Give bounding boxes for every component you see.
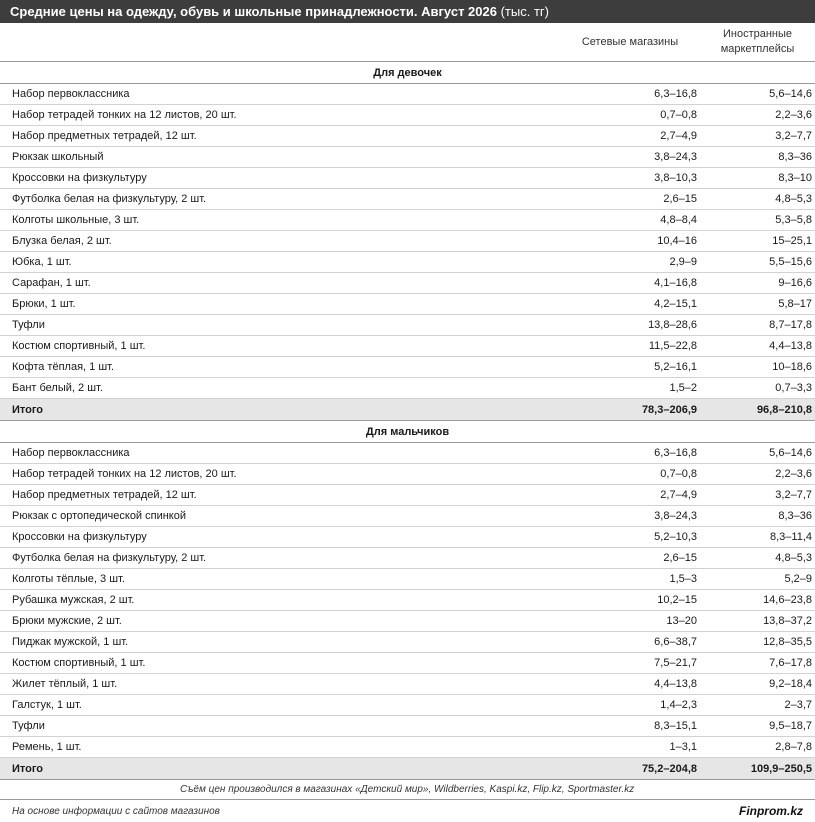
total-row: [0, 758, 815, 780]
row-marketplace-price: 8,3–11,4: [700, 527, 815, 548]
table-row: [0, 611, 815, 632]
total-marketplace-price: 96,8–210,8: [700, 399, 815, 421]
table-row: [0, 443, 815, 464]
row-item-name: Юбка, 1 шт.: [0, 252, 560, 273]
row-chain-price: 0,7–0,8: [560, 105, 700, 126]
row-marketplace-price: 9–16,6: [700, 273, 815, 294]
table-row: [0, 737, 815, 758]
row-chain-price: 1–3,1: [560, 737, 700, 758]
row-item-name: Костюм спортивный, 1 шт.: [0, 336, 560, 357]
row-item-name: Ремень, 1 шт.: [0, 737, 560, 758]
total-label: Итого: [0, 758, 560, 780]
table-row: [0, 464, 815, 485]
row-item-name: Набор предметных тетрадей, 12 шт.: [0, 126, 560, 147]
row-marketplace-price: 8,7–17,8: [700, 315, 815, 336]
row-marketplace-price: 10–18,6: [700, 357, 815, 378]
data-collection-note: Съём цен производился в магазинах «Детский мир», Wildberries, Kaspi.kz, Flip.kz, Sportmaster.kz: [0, 780, 815, 800]
row-marketplace-price: 9,5–18,7: [700, 716, 815, 737]
table-row: [0, 632, 815, 653]
row-chain-price: 2,9–9: [560, 252, 700, 273]
row-item-name: Набор тетрадей тонких на 12 листов, 20 шт.: [0, 464, 560, 485]
table-row: [0, 485, 815, 506]
row-marketplace-price: 8,3–36: [700, 147, 815, 168]
table-title-bar: [0, 0, 815, 23]
row-item-name: Колготы тёплые, 3 шт.: [0, 569, 560, 590]
row-chain-price: 1,5–3: [560, 569, 700, 590]
row-chain-price: 4,4–13,8: [560, 674, 700, 695]
row-marketplace-price: 2,8–7,8: [700, 737, 815, 758]
table-row: [0, 506, 815, 527]
row-chain-price: 7,5–21,7: [560, 653, 700, 674]
table-row: [0, 695, 815, 716]
table-title: Средние цены на одежду, обувь и школьные принадлежности. Август 2026: [10, 4, 497, 19]
row-chain-price: 2,6–15: [560, 548, 700, 569]
row-chain-price: 6,3–16,8: [560, 84, 700, 105]
row-marketplace-price: 4,8–5,3: [700, 548, 815, 569]
row-item-name: Туфли: [0, 716, 560, 737]
total-label: Итого: [0, 399, 560, 421]
row-chain-price: 5,2–10,3: [560, 527, 700, 548]
row-marketplace-price: 15–25,1: [700, 231, 815, 252]
table-row: [0, 168, 815, 189]
section-title: Для девочек: [0, 62, 815, 84]
row-item-name: Рубашка мужская, 2 шт.: [0, 590, 560, 611]
table-row: [0, 653, 815, 674]
row-chain-price: 3,8–10,3: [560, 168, 700, 189]
row-item-name: Набор тетрадей тонких на 12 листов, 20 шт.: [0, 105, 560, 126]
row-marketplace-price: 4,8–5,3: [700, 189, 815, 210]
table-row: [0, 569, 815, 590]
row-chain-price: 3,8–24,3: [560, 506, 700, 527]
row-marketplace-price: 5,8–17: [700, 294, 815, 315]
row-marketplace-price: 5,3–5,8: [700, 210, 815, 231]
row-marketplace-price: 9,2–18,4: [700, 674, 815, 695]
row-chain-price: 6,6–38,7: [560, 632, 700, 653]
total-chain-price: 75,2–204,8: [560, 758, 700, 780]
table-body: [0, 62, 815, 780]
row-marketplace-price: 3,2–7,7: [700, 485, 815, 506]
row-chain-price: 2,6–15: [560, 189, 700, 210]
table-row: [0, 105, 815, 126]
row-chain-price: 2,7–4,9: [560, 485, 700, 506]
row-chain-price: 4,8–8,4: [560, 210, 700, 231]
table-row: [0, 84, 815, 105]
price-table: [0, 23, 815, 780]
row-chain-price: 8,3–15,1: [560, 716, 700, 737]
row-item-name: Брюки, 1 шт.: [0, 294, 560, 315]
table-row: [0, 590, 815, 611]
row-marketplace-price: 5,6–14,6: [700, 443, 815, 464]
row-marketplace-price: 4,4–13,8: [700, 336, 815, 357]
section-header-row: [0, 421, 815, 443]
table-row: [0, 273, 815, 294]
row-chain-price: 0,7–0,8: [560, 464, 700, 485]
column-header-marketplaces: Иностранные маркетплейсы: [700, 23, 815, 62]
table-row: [0, 336, 815, 357]
row-item-name: Блузка белая, 2 шт.: [0, 231, 560, 252]
row-marketplace-price: 2,2–3,6: [700, 105, 815, 126]
total-marketplace-price: 109,9–250,5: [700, 758, 815, 780]
row-marketplace-price: 8,3–10: [700, 168, 815, 189]
row-chain-price: 13–20: [560, 611, 700, 632]
row-item-name: Набор предметных тетрадей, 12 шт.: [0, 485, 560, 506]
row-item-name: Набор первоклассника: [0, 443, 560, 464]
row-marketplace-price: 0,7–3,3: [700, 378, 815, 399]
table-row: [0, 231, 815, 252]
table-row: [0, 378, 815, 399]
row-item-name: Костюм спортивный, 1 шт.: [0, 653, 560, 674]
row-chain-price: 3,8–24,3: [560, 147, 700, 168]
row-chain-price: 4,1–16,8: [560, 273, 700, 294]
row-item-name: Брюки мужские, 2 шт.: [0, 611, 560, 632]
table-row: [0, 674, 815, 695]
table-row: [0, 357, 815, 378]
row-item-name: Набор первоклассника: [0, 84, 560, 105]
table-row: [0, 527, 815, 548]
total-chain-price: 78,3–206,9: [560, 399, 700, 421]
row-chain-price: 10,2–15: [560, 590, 700, 611]
section-header-row: [0, 62, 815, 84]
table-row: [0, 716, 815, 737]
row-item-name: Колготы школьные, 3 шт.: [0, 210, 560, 231]
row-item-name: Кроссовки на физкультуру: [0, 527, 560, 548]
row-item-name: Жилет тёплый, 1 шт.: [0, 674, 560, 695]
row-item-name: Туфли: [0, 315, 560, 336]
row-chain-price: 2,7–4,9: [560, 126, 700, 147]
row-marketplace-price: 5,5–15,6: [700, 252, 815, 273]
row-item-name: Рюкзак школьный: [0, 147, 560, 168]
row-chain-price: 1,4–2,3: [560, 695, 700, 716]
column-header-row: [0, 23, 815, 62]
row-marketplace-price: 5,6–14,6: [700, 84, 815, 105]
column-header-item: [0, 23, 560, 62]
row-item-name: Футболка белая на физкультуру, 2 шт.: [0, 548, 560, 569]
source-note: На основе информации с сайтов магазинов: [12, 805, 220, 817]
row-marketplace-price: 8,3–36: [700, 506, 815, 527]
table-row: [0, 210, 815, 231]
row-chain-price: 4,2–15,1: [560, 294, 700, 315]
table-row: [0, 548, 815, 569]
row-item-name: Кофта тёплая, 1 шт.: [0, 357, 560, 378]
column-header-chain-stores: Сетевые магазины: [560, 23, 700, 62]
row-item-name: Пиджак мужской, 1 шт.: [0, 632, 560, 653]
row-item-name: Рюкзак с ортопедической спинкой: [0, 506, 560, 527]
row-chain-price: 13,8–28,6: [560, 315, 700, 336]
row-marketplace-price: 2–3,7: [700, 695, 815, 716]
table-row: [0, 189, 815, 210]
table-unit: (тыс. тг): [500, 4, 549, 19]
row-marketplace-price: 3,2–7,7: [700, 126, 815, 147]
table-row: [0, 252, 815, 273]
total-row: [0, 399, 815, 421]
row-chain-price: 1,5–2: [560, 378, 700, 399]
table-row: [0, 126, 815, 147]
row-marketplace-price: 13,8–37,2: [700, 611, 815, 632]
row-marketplace-price: 2,2–3,6: [700, 464, 815, 485]
row-marketplace-price: 5,2–9: [700, 569, 815, 590]
row-marketplace-price: 7,6–17,8: [700, 653, 815, 674]
row-item-name: Галстук, 1 шт.: [0, 695, 560, 716]
row-marketplace-price: 14,6–23,8: [700, 590, 815, 611]
table-row: [0, 147, 815, 168]
section-title: Для мальчиков: [0, 421, 815, 443]
brand-logo: Finprom.kz: [738, 804, 803, 818]
row-item-name: Кроссовки на физкультуру: [0, 168, 560, 189]
row-item-name: Футболка белая на физкультуру, 2 шт.: [0, 189, 560, 210]
row-chain-price: 11,5–22,8: [560, 336, 700, 357]
row-item-name: Бант белый, 2 шт.: [0, 378, 560, 399]
footer: [0, 800, 815, 822]
table-row: [0, 294, 815, 315]
row-chain-price: 6,3–16,8: [560, 443, 700, 464]
row-chain-price: 10,4–16: [560, 231, 700, 252]
row-marketplace-price: 12,8–35,5: [700, 632, 815, 653]
row-chain-price: 5,2–16,1: [560, 357, 700, 378]
row-item-name: Сарафан, 1 шт.: [0, 273, 560, 294]
table-row: [0, 315, 815, 336]
